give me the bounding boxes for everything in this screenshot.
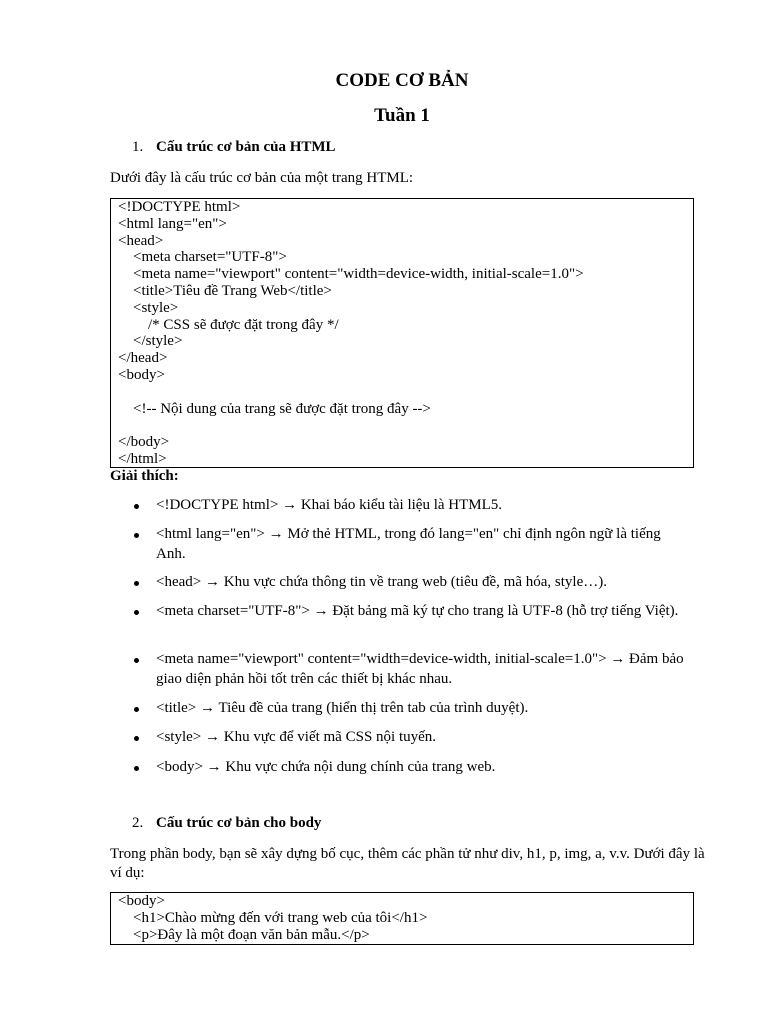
bullet-head: <head> → Khu vực chứa thông tin về trang web (tiêu đề, mã hóa, style…). xyxy=(156,573,692,593)
code-line: </body> xyxy=(118,434,170,451)
document-title: CODE CƠ BẢN xyxy=(335,70,469,91)
bullet-dot-icon xyxy=(134,581,139,586)
section-1-number: 1. xyxy=(132,139,144,155)
bullet-dot-icon xyxy=(134,533,139,538)
code-line xyxy=(118,417,693,434)
code-line: /* CSS sẽ được đặt trong đây */ xyxy=(118,316,339,333)
code-line: </head> xyxy=(118,350,168,367)
bullet-dot-icon xyxy=(134,610,139,615)
bullet-html-lang: <html lang="en"> → Mở thẻ HTML, trong đó lang="en" chỉ định ngôn ngữ là tiếng Anh. xyxy=(156,525,692,564)
code-line: <!DOCTYPE html> xyxy=(118,199,241,215)
code-line: <head> xyxy=(118,232,164,249)
bullet-doctype: <!DOCTYPE html> → Khai báo kiểu tài liệu là HTML5. xyxy=(156,496,692,516)
code-line: <h1>Chào mừng đến với trang web của tôi</h1> xyxy=(118,909,428,926)
code-line: <p>Đây là một đoạn văn bản mẫu.</p> xyxy=(118,926,370,943)
section-2-number: 2. xyxy=(132,815,144,831)
section-2-intro: Trong phần body, bạn sẽ xây dựng bố cục, thêm các phần tử như div, h1, p, img, a, v.v. Dưới đây là ví dụ: xyxy=(110,846,705,881)
code-line: <meta charset="UTF-8"> xyxy=(118,249,287,266)
bullet-style: <style> → Khu vực để viết mã CSS nội tuyến. xyxy=(156,728,692,748)
bullet-body: <body> → Khu vực chứa nội dung chính của trang web. xyxy=(156,758,692,778)
explanation-label: Giải thích: xyxy=(110,468,179,484)
bullet-dot-icon xyxy=(134,707,139,712)
bullet-dot-icon xyxy=(134,766,139,771)
section-2-heading-text: Cấu trúc cơ bản cho body xyxy=(156,815,322,831)
code-line: </style> xyxy=(118,333,183,350)
body-example-code-block xyxy=(110,892,694,945)
bullet-meta-charset: <meta charset="UTF-8"> → Đặt bảng mã ký tự cho trang là UTF-8 (hỗ trợ tiếng Việt). xyxy=(156,602,692,622)
code-line: <!-- Nội dung của trang sẽ được đặt trong đây --> xyxy=(118,400,431,417)
code-line: </html> xyxy=(118,450,167,467)
code-line: <body> xyxy=(118,366,165,383)
bullet-dot-icon xyxy=(134,658,139,663)
section-1-intro: Dưới đây là cấu trúc cơ bản của một trang HTML: xyxy=(110,170,414,186)
document-subtitle: Tuần 1 xyxy=(374,105,430,126)
code-line: <html lang="en"> xyxy=(118,215,227,232)
bullet-dot-icon xyxy=(134,736,139,741)
code-line: <meta name="viewport" content="width=device-width, initial-scale=1.0"> xyxy=(118,266,584,283)
section-1-heading xyxy=(132,139,336,156)
code-line: <style> xyxy=(118,299,179,316)
html-structure-code-block xyxy=(110,198,694,468)
bullet-title: <title> → Tiêu đề của trang (hiển thị trên tab của trình duyệt). xyxy=(156,699,692,719)
bullet-meta-viewport: <meta name="viewport" content="width=device-width, initial-scale=1.0"> → Đảm bảo giao diện phản hồi tốt trên các thiết bị khác nhau. xyxy=(156,650,692,689)
code-line: <body> xyxy=(118,893,165,909)
section-2-heading xyxy=(132,815,321,832)
code-line xyxy=(118,384,693,401)
section-1-heading-text: Cấu trúc cơ bản của HTML xyxy=(156,139,336,155)
code-line: <title>Tiêu đề Trang Web</title> xyxy=(118,282,332,299)
bullet-dot-icon xyxy=(134,504,139,509)
